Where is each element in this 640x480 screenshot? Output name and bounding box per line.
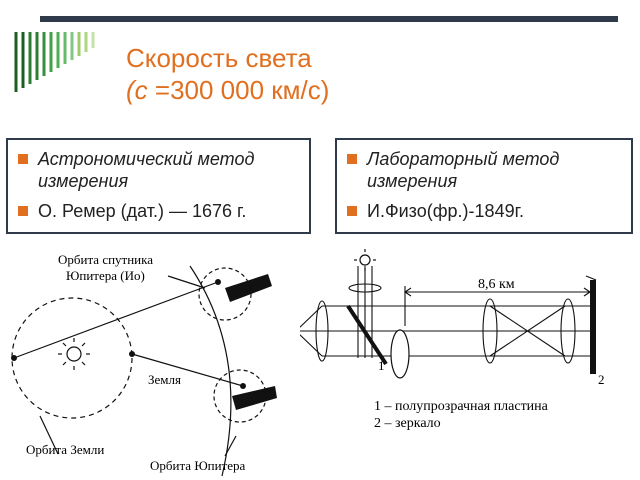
list-item bbox=[347, 148, 622, 192]
earth-position-2 bbox=[129, 351, 135, 357]
jupiter-shadow-2 bbox=[232, 386, 277, 410]
bullet-icon bbox=[18, 154, 28, 164]
list-item bbox=[18, 148, 303, 192]
laboratory-method-label: Лабораторный метод измерения bbox=[367, 149, 560, 191]
title-line-1: Скорость света bbox=[126, 43, 312, 73]
roemer-diagram bbox=[0, 246, 300, 480]
legend-line-2: 2 – зеркало bbox=[374, 416, 441, 431]
astronomical-method-box bbox=[6, 138, 311, 234]
semi-transparent-plate bbox=[348, 306, 386, 364]
legend-line-1: 1 – полупрозрачная пластина bbox=[374, 399, 548, 414]
laboratory-method-box bbox=[335, 138, 633, 234]
bullet-icon bbox=[18, 206, 28, 216]
jupiter-shadow-1 bbox=[225, 274, 272, 302]
mirror bbox=[590, 280, 596, 374]
page-title bbox=[126, 42, 329, 106]
bullet-icon bbox=[347, 154, 357, 164]
roemer-label: О. Ремер (дат.) — 1676 г. bbox=[38, 201, 247, 221]
io-position-2 bbox=[240, 383, 246, 389]
jupiter-orbit-label: Орбита Юпитера bbox=[150, 458, 246, 473]
io-orbit-label-line1: Орбита спутника bbox=[58, 252, 154, 267]
top-bar bbox=[40, 16, 618, 22]
decorative-stripes bbox=[14, 32, 104, 92]
fizeau-label: И.Физо(фр.)-1849г. bbox=[367, 201, 524, 221]
sun-icon bbox=[58, 338, 90, 370]
earth-orbit-label: Орбита Земли bbox=[26, 442, 105, 457]
io-position-1 bbox=[215, 279, 221, 285]
distance-label: 8,6 км bbox=[478, 277, 515, 292]
list-item bbox=[18, 200, 246, 222]
title-c-symbol: (с bbox=[126, 75, 148, 105]
earth-label: Земля bbox=[148, 372, 181, 387]
earth-position-1 bbox=[11, 355, 17, 361]
title-line-2 bbox=[126, 74, 329, 106]
io-orbit-label-line2: Юпитера (Ио) bbox=[66, 268, 145, 283]
gear-wheel-icon bbox=[391, 330, 409, 378]
label-mirror-number: 2 bbox=[598, 372, 605, 387]
label-plate-number: 1 bbox=[378, 358, 385, 373]
jupiter-orbit bbox=[190, 266, 231, 476]
astronomical-method-label: Астрономический метод измерения bbox=[38, 149, 255, 191]
fizeau-diagram bbox=[300, 246, 640, 480]
bullet-icon bbox=[347, 206, 357, 216]
light-ray-1 bbox=[14, 282, 218, 358]
title-speed-value: =300 000 км/с) bbox=[147, 75, 330, 105]
list-item bbox=[347, 200, 524, 222]
